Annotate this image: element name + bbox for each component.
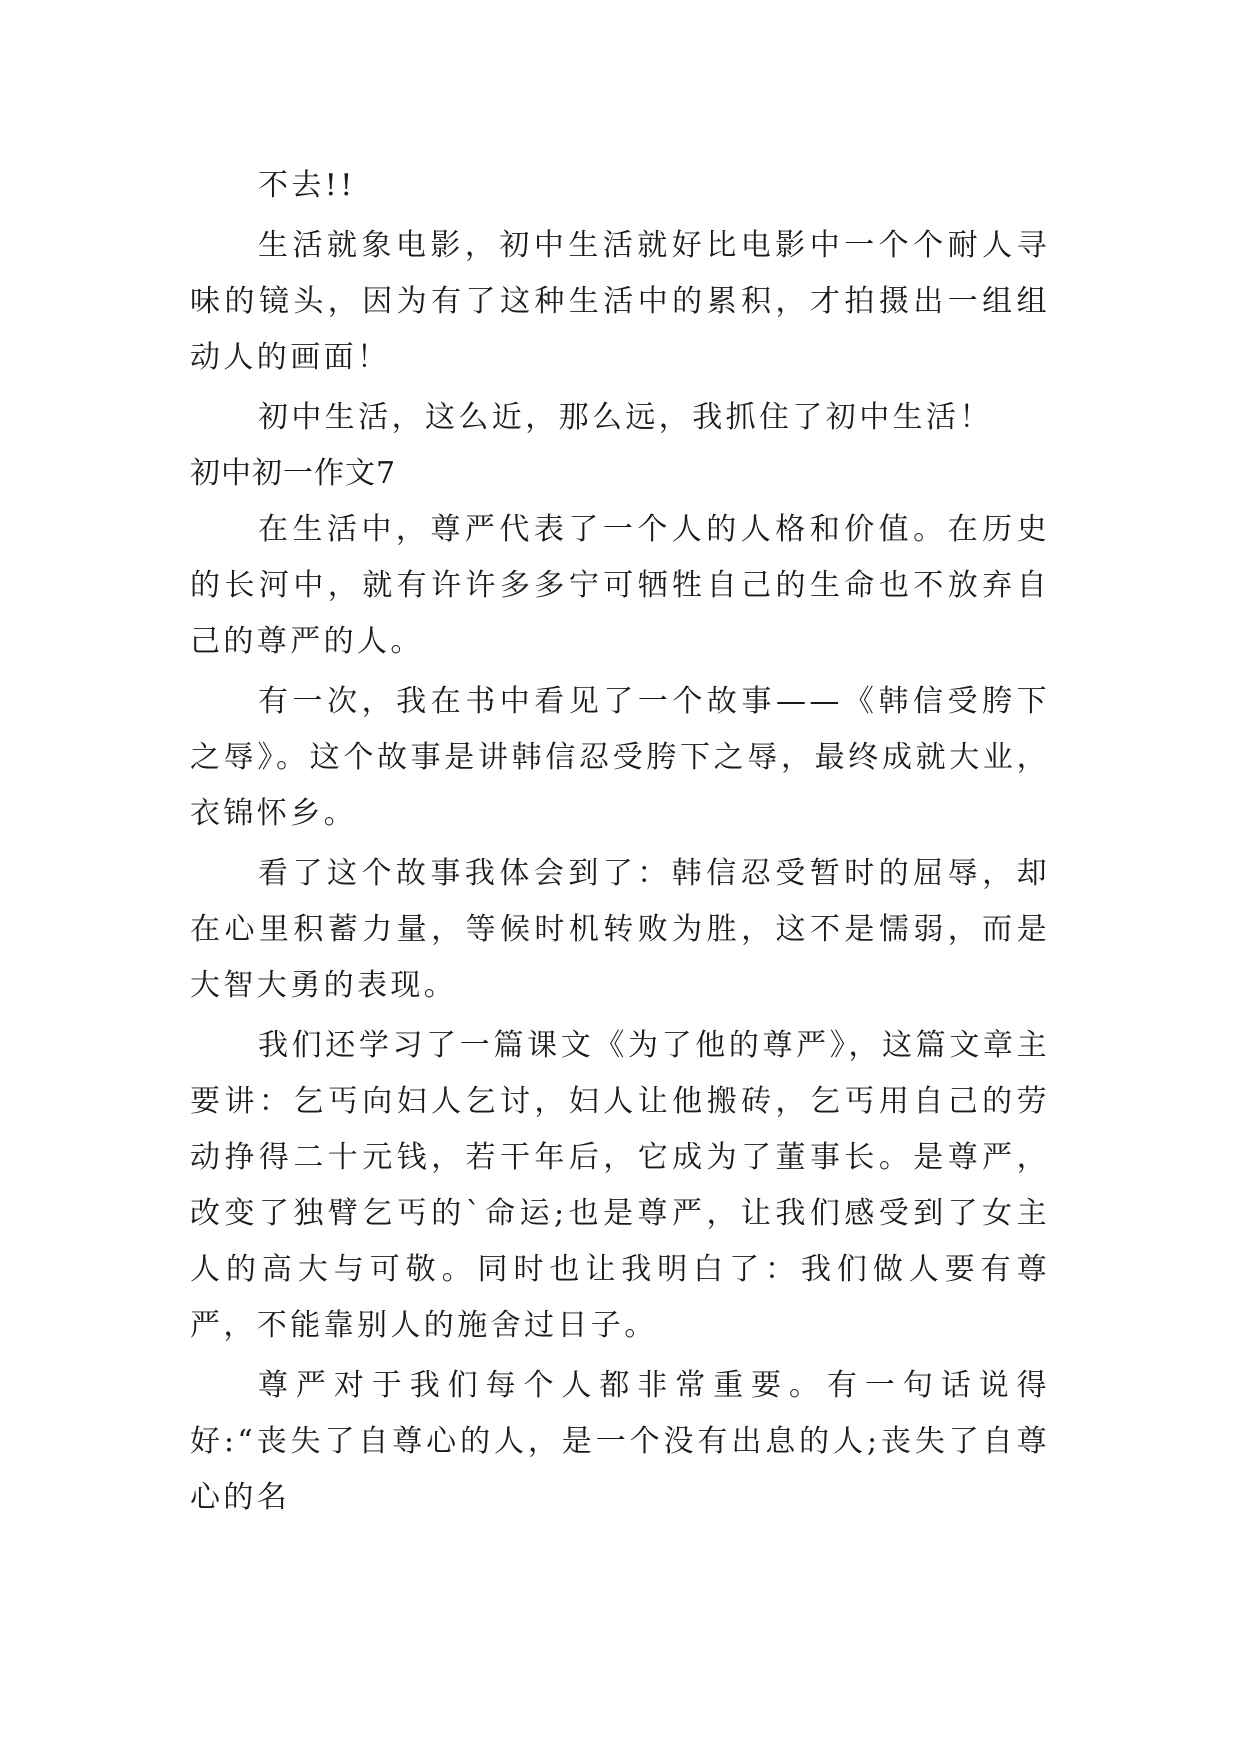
paragraph: 在生活中，尊严代表了一个人的人格和价值。在历史的长河中，就有许许多多宁可牺牲自己的生命也不放弃自己的尊严的人。	[190, 512, 1050, 659]
section-title: 初中初一作文7	[190, 456, 397, 491]
paragraph: 生活就象电影，初中生活就好比电影中一个个耐人寻味的镜头，因为有了这种生活中的累积，才拍摄出一组组动人的画面！	[190, 228, 1050, 375]
document-page	[190, 158, 1050, 1526]
paragraph: 我们还学习了一篇课文《为了他的尊严》，这篇文章主要讲：乞丐向妇人乞讨，妇人让他搬砖，乞丐用自己的劳动挣得二十元钱，若干年后，它成为了董事长。是尊严，改变了独臂乞丐的`命运;也是尊严，让我们感受到了女主人的高大与可敬。同时也让我明白了：我们做人要有尊严，不能靠别人的施舍过日子。	[190, 1028, 1050, 1343]
paragraph: 看了这个故事我体会到了：韩信忍受暂时的屈辱，却在心里积蓄力量，等候时机转败为胜，这不是懦弱，而是大智大勇的表现。	[190, 856, 1050, 1003]
paragraph: 有一次，我在书中看见了一个故事——《韩信受胯下之辱》。这个故事是讲韩信忍受胯下之辱，最终成就大业，衣锦怀乡。	[190, 684, 1050, 831]
paragraph: 不去!!	[258, 168, 356, 203]
paragraph: 尊严对于我们每个人都非常重要。有一句话说得好:“丧失了自尊心的人，是一个没有出息的人;丧失了自尊心的名	[190, 1368, 1050, 1515]
paragraph: 初中生活，这么近，那么远，我抓住了初中生活！	[258, 400, 993, 435]
